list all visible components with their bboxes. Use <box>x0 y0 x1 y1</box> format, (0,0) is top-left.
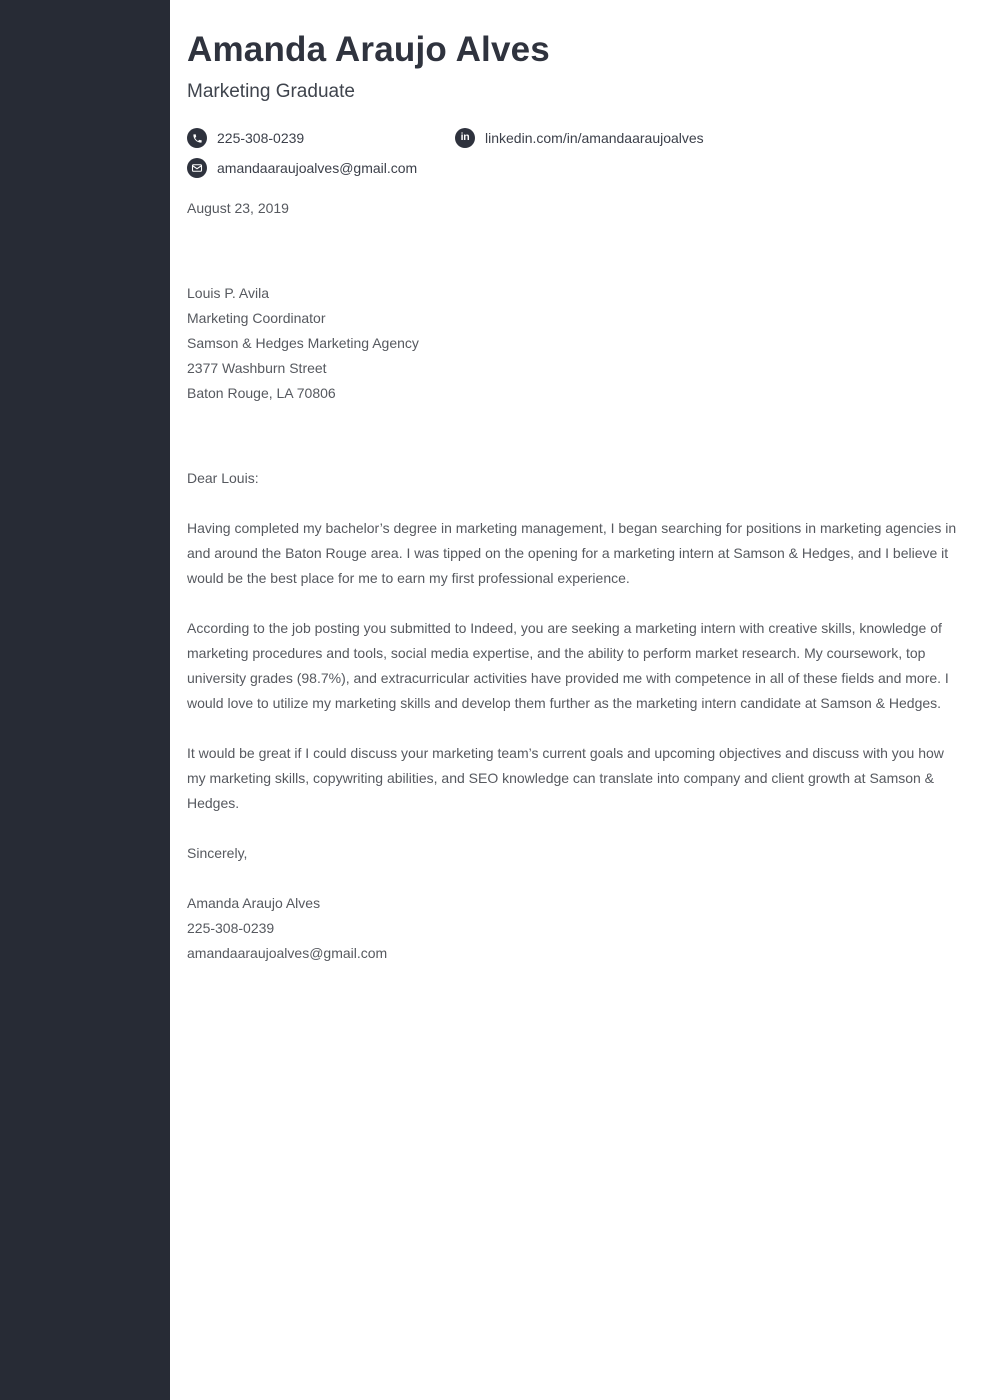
recipient-block <box>187 281 962 406</box>
contact-info <box>187 123 962 183</box>
recipient-street: 2377 Washburn Street <box>187 360 327 376</box>
signature-phone: 225-308-0239 <box>187 920 275 936</box>
letter-date: August 23, 2019 <box>187 200 289 216</box>
signature-email: amandaaraujoalves@gmail.com <box>187 945 388 961</box>
email-icon <box>187 158 207 178</box>
contact-phone <box>187 128 455 148</box>
phone-number: 225-308-0239 <box>217 130 305 146</box>
cover-letter-page <box>170 0 990 1400</box>
salutation: Dear Louis: <box>187 470 259 486</box>
sidebar-panel <box>0 0 170 1400</box>
signature-name: Amanda Araujo Alves <box>187 895 321 911</box>
phone-icon <box>187 128 207 148</box>
job-title: Marketing Graduate <box>187 81 355 102</box>
recipient-name: Louis P. Avila <box>187 285 269 301</box>
email-address: amandaaraujoalves@gmail.com <box>217 160 418 176</box>
closing: Sincerely, <box>187 845 248 861</box>
recipient-role: Marketing Coordinator <box>187 310 326 326</box>
letter-paragraph-3: It would be great if I could discuss your marketing team’s current goals and upcoming objectives and discuss with you how my marketing skills, copywriting abilities, and SEO knowledge can translate into company and client growth at Samson & Hedges. <box>187 745 944 811</box>
recipient-city: Baton Rouge, LA 70806 <box>187 385 336 401</box>
contact-email <box>187 158 455 178</box>
letter-paragraph-1: Having completed my bachelor’s degree in marketing management, I began searching for positions in marketing agencies in and around the Baton Rouge area. I was tipped on the opening for a marketing intern at Samson & Hedges, and I believe it would be the best place for me to earn my first professional experience. <box>187 520 957 586</box>
recipient-company: Samson & Hedges Marketing Agency <box>187 335 419 351</box>
contact-linkedin <box>455 128 962 148</box>
signature-block <box>187 891 962 966</box>
linkedin-icon: in <box>455 128 475 148</box>
letter-paragraph-2: According to the job posting you submitted to Indeed, you are seeking a marketing intern with creative skills, knowledge of marketing procedures and tools, social media expertise, and the ability to perform market research. My coursework, top university grades (98.7%), and extracurricular activities have provided me with competence in all of these fields and more. I would love to utilize my marketing skills and develop them further as the marketing intern candidate at Samson & Hedges. <box>187 620 949 711</box>
page-title: Amanda Araujo Alves <box>187 30 550 69</box>
linkedin-url: linkedin.com/in/amandaaraujoalves <box>485 130 704 146</box>
